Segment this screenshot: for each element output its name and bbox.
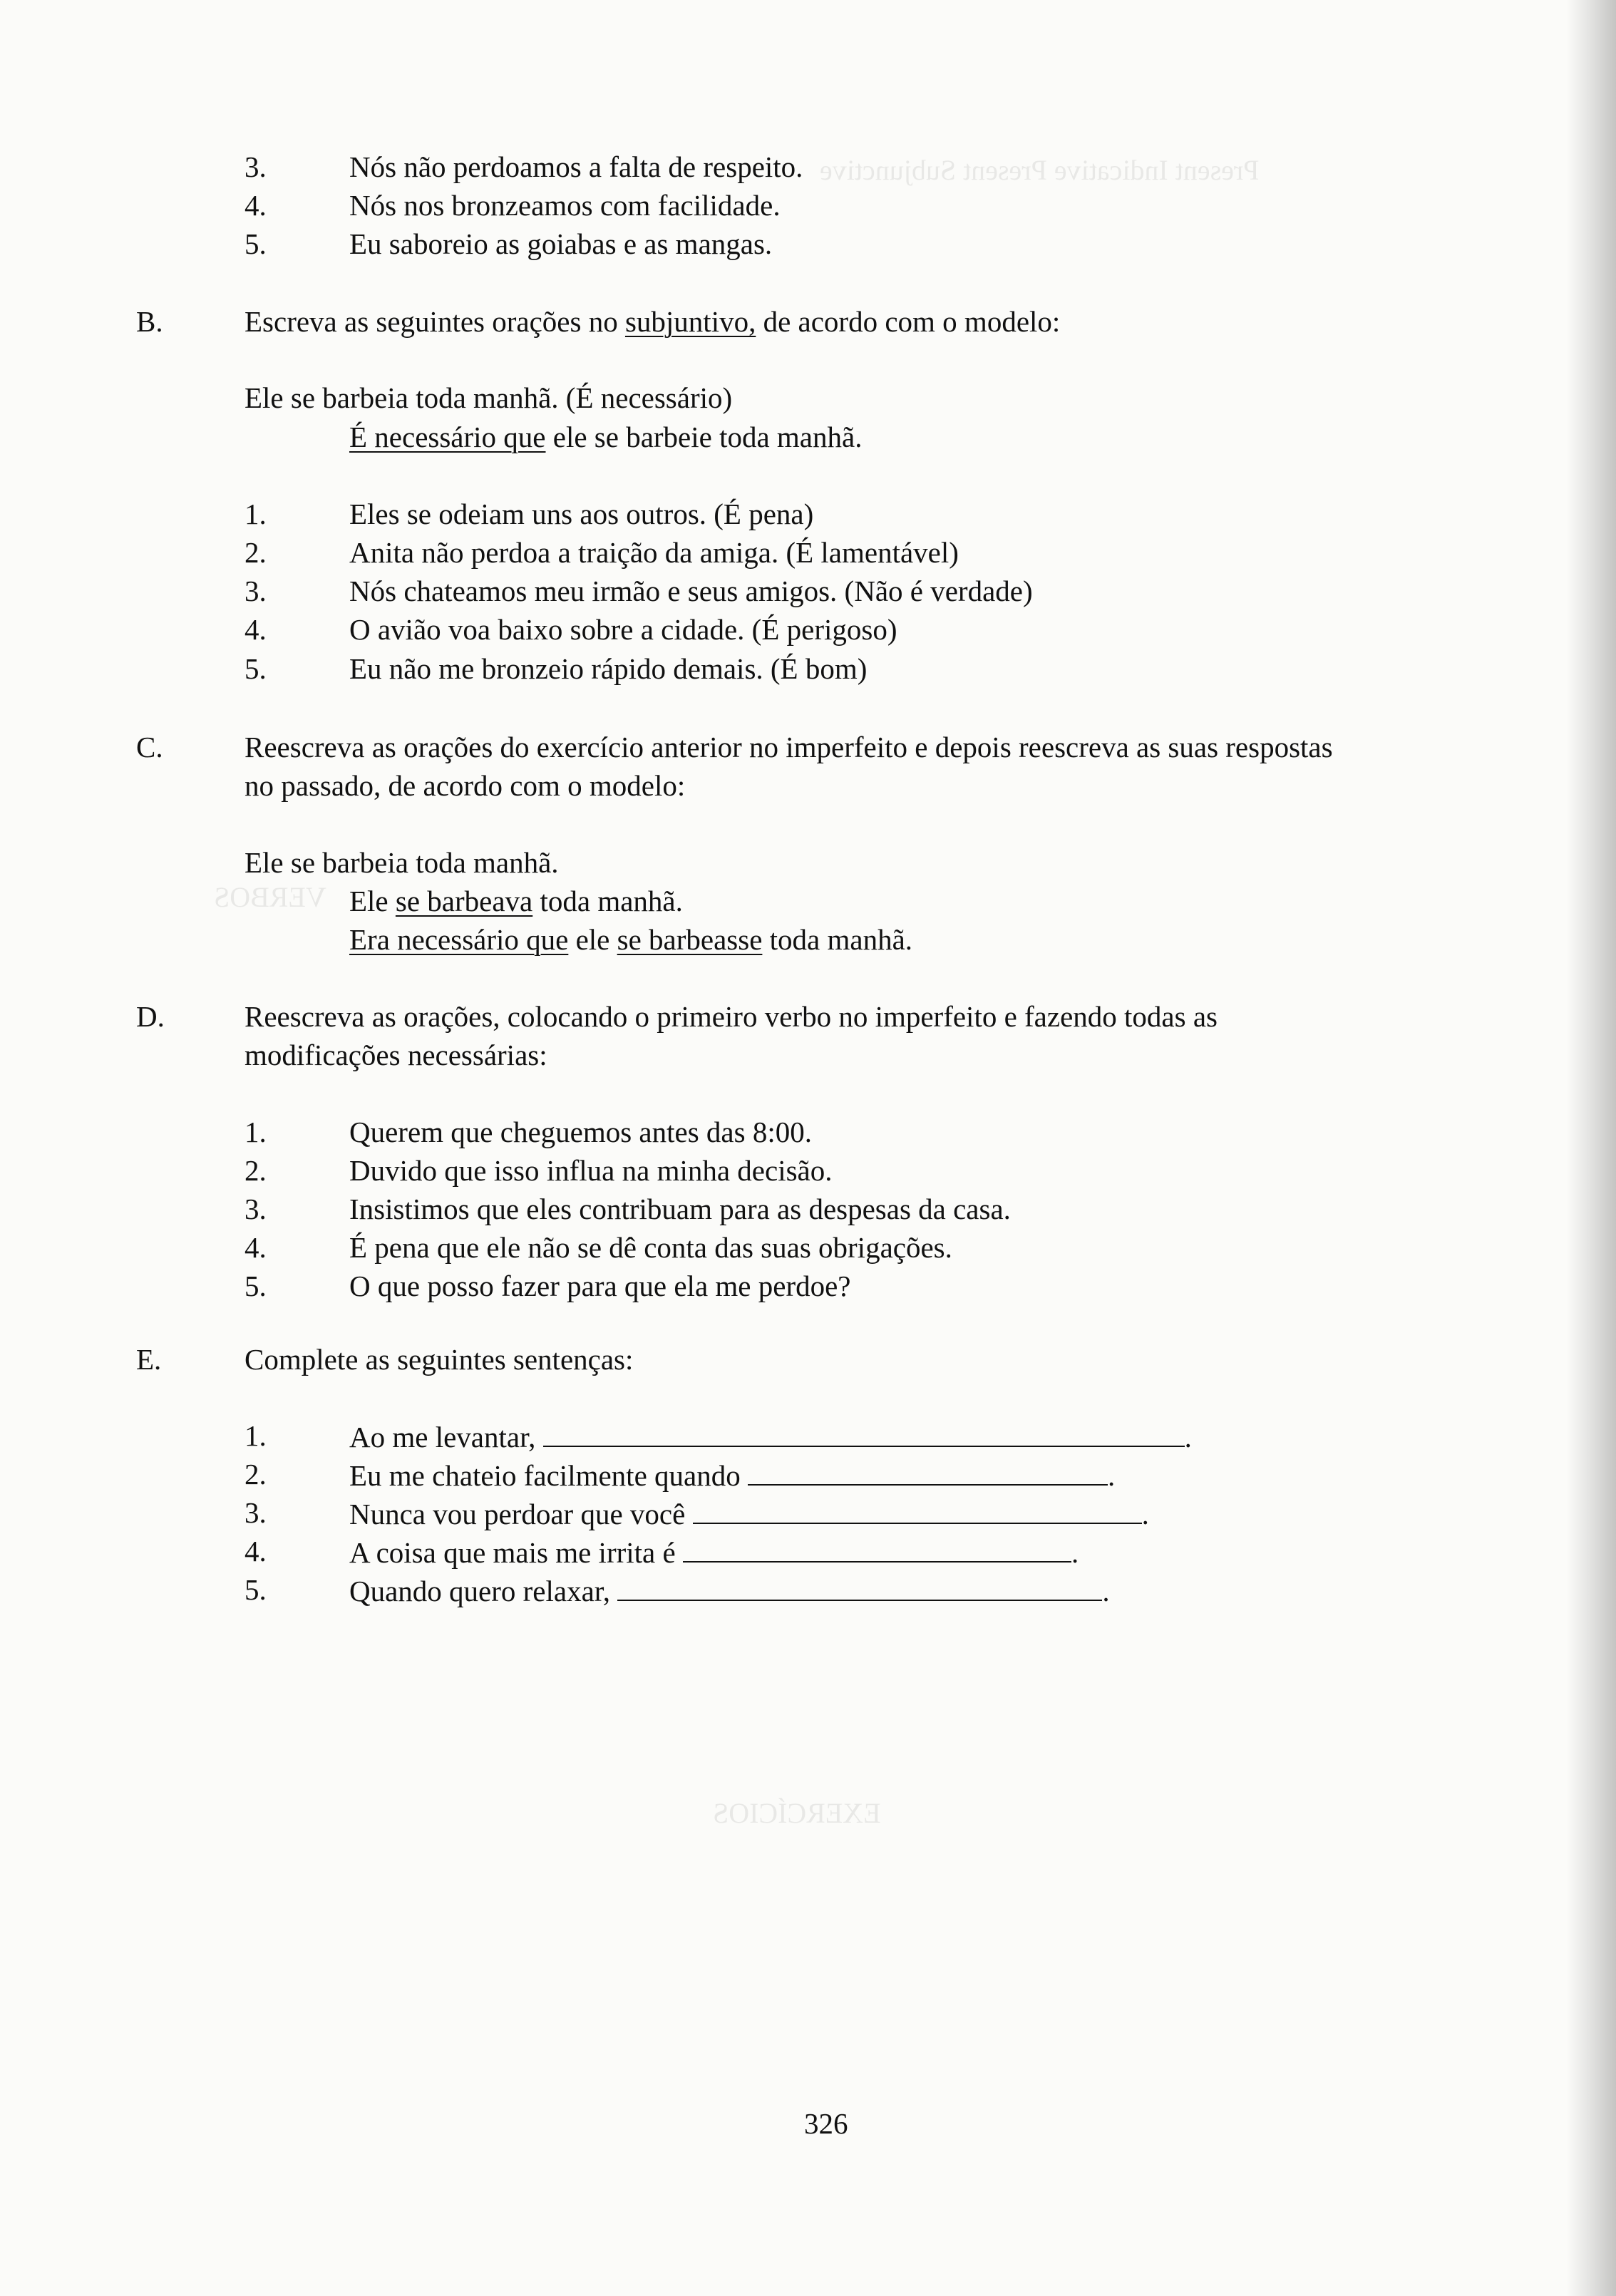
section-letter: C. <box>136 731 163 763</box>
item-text: O avião voa baixo sobre a cidade. (É perigoso) <box>349 613 897 646</box>
answer-blank[interactable] <box>543 1419 1185 1447</box>
section-letter: D. <box>136 1000 165 1033</box>
section-instruction: Reescreva as orações, colocando o primeiro verbo no imperfeito e fazendo todas as <box>245 1000 1218 1033</box>
item-number: 2. <box>245 536 267 569</box>
answer-blank[interactable] <box>683 1534 1071 1563</box>
section-letter: E. <box>136 1343 162 1376</box>
item-text: Eu não me bronzeio rápido demais. (É bom) <box>349 652 868 685</box>
page-edge-shadow <box>1566 0 1616 2296</box>
item-number: 3. <box>245 150 267 183</box>
item-number: 5. <box>245 227 267 260</box>
item-text: Insistimos que eles contribuam para as despesas da casa. <box>349 1193 1011 1225</box>
item-number: 5. <box>245 1270 267 1302</box>
item-text: É pena que ele não se dê conta das suas obrigações. <box>349 1231 952 1264</box>
item-text: Nós não perdoamos a falta de respeito. <box>349 150 803 183</box>
section-letter: B. <box>136 305 163 338</box>
item-text: Eu saboreio as goiabas e as mangas. <box>349 227 773 260</box>
item-text: Anita não perdoa a traição da amiga. (É lamentável) <box>349 536 959 569</box>
item-number: 1. <box>245 498 267 530</box>
page-number: 326 <box>804 2107 848 2140</box>
item-text: Eles se odeiam uns aos outros. (É pena) <box>349 498 814 530</box>
item-number: 5. <box>245 1573 267 1606</box>
model-sentence: Ele se barbeia toda manhã. (É necessário) <box>245 381 733 414</box>
item-text: Ao me levantar, . <box>349 1419 1192 1454</box>
section-instruction: Reescreva as orações do exercício anterior no imperfeito e depois reescreva as suas respostas <box>245 731 1333 763</box>
model-sentence: Ele se barbeia toda manhã. <box>245 846 559 879</box>
item-text: A coisa que mais me irrita é . <box>349 1534 1079 1570</box>
section-instruction: modificações necessárias: <box>245 1039 547 1071</box>
model-answer: É necessário que ele se barbeie toda manhã. <box>349 421 863 453</box>
model-answer: Era necessário que ele se barbeasse toda manhã. <box>349 923 913 956</box>
section-instruction: no passado, de acordo com o modelo: <box>245 769 686 802</box>
item-number: 2. <box>245 1458 267 1491</box>
item-number: 1. <box>245 1419 267 1452</box>
item-number: 3. <box>245 575 267 607</box>
item-text: Querem que cheguemos antes das 8:00. <box>349 1116 812 1148</box>
item-number: 3. <box>245 1496 267 1529</box>
item-text: Quando quero relaxar, . <box>349 1572 1110 1608</box>
item-number: 5. <box>245 652 267 685</box>
answer-blank[interactable] <box>748 1457 1108 1486</box>
model-answer: Ele se barbeava toda manhã. <box>349 885 683 917</box>
section-instruction: Complete as seguintes sentenças: <box>245 1343 634 1376</box>
item-text: Duvido que isso influa na minha decisão. <box>349 1154 833 1187</box>
item-number: 4. <box>245 613 267 646</box>
answer-blank[interactable] <box>617 1572 1102 1601</box>
section-instruction: Escreva as seguintes orações no subjuntivo, de acordo com o modelo: <box>245 305 1061 338</box>
answer-blank[interactable] <box>693 1496 1142 1524</box>
item-number: 4. <box>245 189 267 222</box>
item-text: Eu me chateio facilmente quando . <box>349 1457 1115 1493</box>
item-number: 1. <box>245 1116 267 1148</box>
item-text: Nós nos bronzeamos com facilidade. <box>349 189 781 222</box>
item-text: O que posso fazer para que ela me perdoe? <box>349 1270 851 1302</box>
item-text: Nós chateamos meu irmão e seus amigos. (Não é verdade) <box>349 575 1033 607</box>
item-number: 4. <box>245 1231 267 1264</box>
item-number: 2. <box>245 1154 267 1187</box>
item-number: 3. <box>245 1193 267 1225</box>
item-number: 4. <box>245 1535 267 1567</box>
item-text: Nunca vou perdoar que você . <box>349 1496 1149 1531</box>
